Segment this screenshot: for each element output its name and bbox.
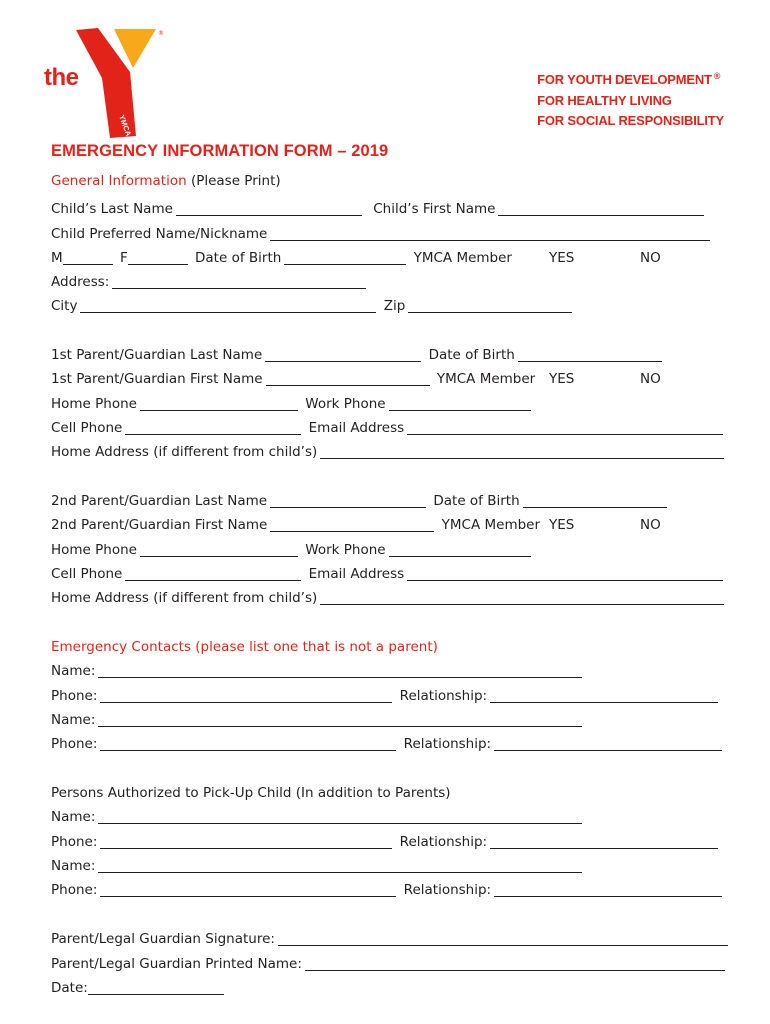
pickup1-relationship-label: Relationship: (399, 834, 488, 850)
row-parent1-phones (51, 395, 534, 413)
row-parent1-last-name (51, 346, 665, 364)
parent1-email-field[interactable] (407, 421, 723, 435)
row-signature (51, 930, 731, 948)
parent2-last-name-label: 2nd Parent/Guardian Last Name (51, 493, 268, 509)
tagline-line-3: FOR SOCIAL RESPONSIBILITY (537, 113, 724, 128)
childs-first-name-label: Child’s First Name (373, 201, 496, 217)
emergency2-phone-field[interactable] (100, 737, 396, 751)
parent1-work-phone-field[interactable] (389, 397, 531, 411)
parent1-home-phone-label: Home Phone (51, 396, 137, 412)
parent1-last-name-label: 1st Parent/Guardian Last Name (51, 347, 263, 363)
parent1-email-label: Email Address (308, 420, 405, 436)
parent1-ymca-yes-option[interactable]: YES (549, 371, 575, 387)
signature-field[interactable] (278, 932, 728, 946)
emergency1-name-label: Name: (51, 663, 96, 679)
emergency1-phone-label: Phone: (51, 688, 98, 704)
row-child-names (51, 200, 707, 218)
pickup2-relationship-label: Relationship: (403, 882, 492, 898)
row-pickup1-name (51, 808, 585, 826)
child-ymca-no-option[interactable]: NO (640, 250, 661, 266)
row-date (51, 979, 227, 997)
row-parent2-cell-email (51, 565, 726, 583)
parent2-first-name-field[interactable] (270, 518, 434, 532)
parent2-dob-label: Date of Birth (433, 493, 520, 509)
printed-name-label: Parent/Legal Guardian Printed Name: (51, 956, 302, 972)
row-parent2-last-name (51, 492, 670, 510)
row-parent2-first-name (51, 516, 711, 534)
parent2-home-phone-label: Home Phone (51, 542, 137, 558)
general-heading-note: (Please Print) (190, 173, 281, 189)
address-field[interactable] (112, 275, 366, 289)
parent2-work-phone-label: Work Phone (305, 542, 386, 558)
pickup2-name-label: Name: (51, 858, 96, 874)
row-emergency1-phone (51, 687, 721, 705)
zip-label: Zip (383, 298, 406, 314)
parent2-home-phone-field[interactable] (140, 543, 298, 557)
parent1-dob-field[interactable] (518, 348, 662, 362)
tagline (537, 66, 724, 132)
child-ymca-member-label: YMCA Member (413, 250, 512, 266)
pickup1-name-label: Name: (51, 809, 96, 825)
city-label: City (51, 298, 78, 314)
pickup1-phone-label: Phone: (51, 834, 98, 850)
row-parent1-home-address (51, 443, 727, 461)
row-parent2-phones (51, 541, 534, 559)
pickup1-phone-field[interactable] (100, 835, 392, 849)
general-heading (51, 172, 281, 190)
preferred-name-label: Child Preferred Name/Nickname (51, 226, 268, 242)
pickup2-relationship-field[interactable] (494, 883, 722, 897)
parent2-email-label: Email Address (308, 566, 405, 582)
parent1-work-phone-label: Work Phone (305, 396, 386, 412)
pickup-heading: Persons Authorized to Pick-Up Child (In addition to Parents) (51, 785, 451, 801)
row-city-zip (51, 297, 575, 315)
parent2-ymca-yes-option[interactable]: YES (549, 517, 575, 533)
row-emergency2-name (51, 711, 585, 729)
parent2-home-address-label: Home Address (if different from child’s) (51, 590, 318, 606)
parent1-dob-label: Date of Birth (428, 347, 515, 363)
parent1-cell-phone-field[interactable] (125, 421, 301, 435)
row-emergency1-name (51, 662, 585, 680)
logo-ymca-text: YMCA (117, 113, 134, 138)
pickup2-phone-field[interactable] (100, 883, 396, 897)
parent2-email-field[interactable] (407, 567, 723, 581)
parent1-home-address-field[interactable] (320, 445, 724, 459)
row-pickup2-phone (51, 881, 725, 899)
child-ymca-yes-option[interactable]: YES (549, 250, 575, 266)
parent1-cell-phone-label: Cell Phone (51, 420, 123, 436)
pickup1-relationship-field[interactable] (490, 835, 718, 849)
row-preferred-name (51, 225, 713, 243)
row-parent1-first-name (51, 370, 711, 388)
logo-reg-mark: ® (158, 30, 164, 37)
parent1-first-name-field[interactable] (266, 372, 430, 386)
emergency2-relationship-field[interactable] (494, 737, 722, 751)
parent2-cell-phone-field[interactable] (125, 567, 301, 581)
parent2-ymca-member-label: YMCA Member (441, 517, 541, 533)
emergency1-relationship-field[interactable] (490, 689, 718, 703)
row-address (51, 273, 369, 291)
parent1-home-address-label: Home Address (if different from child’s) (51, 444, 318, 460)
row-parent2-home-address (51, 589, 727, 607)
preferred-name-field[interactable] (270, 227, 710, 241)
signature-label: Parent/Legal Guardian Signature: (51, 931, 275, 947)
tagline-line-1: FOR YOUTH DEVELOPMENT (537, 72, 712, 87)
row-pickup1-phone (51, 833, 721, 851)
parent2-ymca-no-option[interactable]: NO (640, 517, 661, 533)
parent1-home-phone-field[interactable] (140, 397, 298, 411)
emergency2-phone-label: Phone: (51, 736, 98, 752)
parent2-home-address-field[interactable] (320, 591, 724, 605)
pickup1-name-field[interactable] (98, 810, 582, 824)
parent2-cell-phone-label: Cell Phone (51, 566, 123, 582)
child-dob-label: Date of Birth (195, 250, 282, 266)
tagline-reg-mark: ® (713, 71, 721, 81)
parent2-first-name-label: 2nd Parent/Guardian First Name (51, 517, 268, 533)
emergency1-relationship-label: Relationship: (399, 688, 488, 704)
zip-field[interactable] (408, 299, 572, 313)
parent1-last-name-field[interactable] (265, 348, 421, 362)
parent1-ymca-member-label: YMCA Member (436, 371, 536, 387)
childs-last-name-label: Child’s Last Name (51, 201, 173, 217)
emergency2-name-field[interactable] (98, 713, 582, 727)
childs-last-name-field[interactable] (176, 202, 362, 216)
date-label: Date: (51, 980, 88, 996)
gender-m-field[interactable] (63, 251, 113, 265)
emergency1-phone-field[interactable] (100, 689, 392, 703)
pickup2-name-field[interactable] (98, 859, 582, 873)
city-field[interactable] (80, 299, 376, 313)
gender-f-field[interactable] (128, 251, 188, 265)
row-parent1-cell-email (51, 419, 726, 437)
printed-name-field[interactable] (305, 957, 725, 971)
row-printed-name (51, 955, 728, 973)
parent2-work-phone-field[interactable] (389, 543, 531, 557)
tagline-line-2: FOR HEALTHY LIVING (537, 92, 672, 108)
emergency1-name-field[interactable] (98, 664, 582, 678)
row-emergency2-phone (51, 735, 725, 753)
parent2-last-name-field[interactable] (270, 494, 426, 508)
form-title: EMERGENCY INFORMATION FORM – 2019 (51, 142, 389, 160)
logo-the-text: the (44, 64, 79, 91)
emergency2-relationship-label: Relationship: (403, 736, 492, 752)
parent1-ymca-no-option[interactable]: NO (640, 371, 661, 387)
parent2-dob-field[interactable] (523, 494, 667, 508)
row-gender-dob (51, 249, 711, 267)
emergency-heading: Emergency Contacts (please list one that is not a parent) (51, 639, 438, 655)
row-pickup2-name (51, 857, 585, 875)
gender-f-label: F (119, 250, 128, 266)
address-label: Address: (51, 274, 110, 290)
child-dob-field[interactable] (284, 251, 406, 265)
date-field[interactable] (88, 981, 224, 995)
childs-first-name-field[interactable] (498, 202, 704, 216)
emergency2-name-label: Name: (51, 712, 96, 728)
pickup2-phone-label: Phone: (51, 882, 98, 898)
parent1-first-name-label: 1st Parent/Guardian First Name (51, 371, 263, 387)
gender-m-label: M (51, 250, 63, 266)
general-heading-label: General Information (51, 173, 187, 189)
